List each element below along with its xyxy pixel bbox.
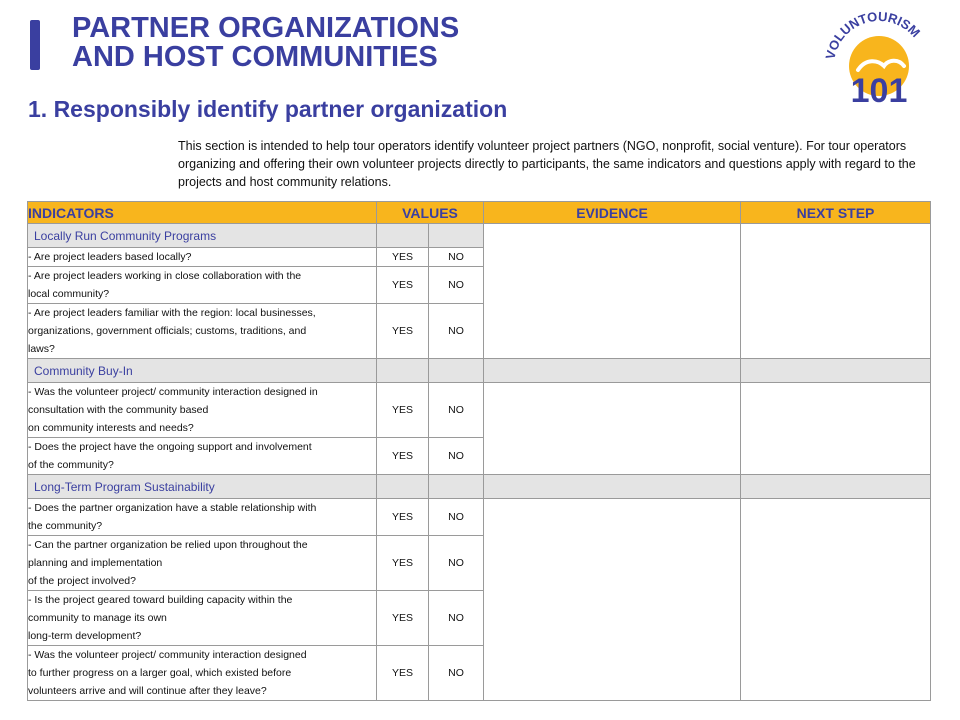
table-header-row	[28, 202, 931, 224]
question-cell	[28, 267, 377, 304]
category-label: Community Buy-In	[28, 359, 377, 383]
question-cell	[28, 304, 377, 359]
question-line: - Are project leaders working in close collaboration with the	[28, 270, 302, 282]
category-values-cell	[377, 359, 429, 383]
category-values-cell	[377, 475, 429, 499]
category-row	[28, 359, 931, 383]
question-cell	[28, 646, 377, 701]
question-line: on community interests and needs?	[28, 422, 194, 434]
category-row	[28, 475, 931, 499]
question-line: to further progress on a larger goal, which existed before	[28, 667, 292, 679]
question-line: - Can the partner organization be relied upon throughout the	[28, 539, 308, 551]
category-evidence-cell	[484, 475, 741, 499]
question-line: consultation with the community based	[28, 404, 209, 416]
indicators-table	[27, 201, 931, 701]
category-values-cell	[377, 224, 429, 248]
category-values-cell	[429, 475, 484, 499]
no-option[interactable]: NO	[429, 646, 484, 701]
no-option[interactable]: NO	[429, 248, 484, 267]
category-row	[28, 224, 931, 248]
no-option[interactable]: NO	[429, 438, 484, 475]
category-evidence-cell	[484, 359, 741, 383]
yes-option[interactable]: YES	[377, 383, 429, 438]
evidence-cell[interactable]	[484, 383, 741, 475]
question-line: community to manage its own	[28, 612, 167, 624]
question-line: - Was the volunteer project/ community interaction designed	[28, 649, 307, 661]
category-label: Locally Run Community Programs	[28, 224, 377, 248]
logo-number: 101	[850, 72, 908, 106]
question-line: organizations, government officials; customs, traditions, and	[28, 325, 307, 337]
question-line: planning and implementation	[28, 557, 163, 569]
evidence-cell[interactable]	[484, 499, 741, 701]
yes-option[interactable]: YES	[377, 267, 429, 304]
header-next-step: NEXT STEP	[741, 202, 931, 224]
next-step-cell[interactable]	[741, 224, 931, 359]
category-next-step-cell	[741, 475, 931, 499]
voluntourism-logo	[818, 8, 940, 106]
yes-option[interactable]: YES	[377, 248, 429, 267]
question-line: the community?	[28, 520, 103, 532]
yes-option[interactable]: YES	[377, 591, 429, 646]
no-option[interactable]: NO	[429, 591, 484, 646]
question-line: - Is the project geared toward building capacity within the	[28, 594, 293, 606]
question-cell	[28, 248, 377, 267]
yes-option[interactable]: YES	[377, 499, 429, 536]
next-step-cell[interactable]	[741, 499, 931, 701]
evidence-cell[interactable]	[484, 224, 741, 359]
question-cell	[28, 383, 377, 438]
header-evidence: EVIDENCE	[484, 202, 741, 224]
category-values-cell	[429, 359, 484, 383]
yes-option[interactable]: YES	[377, 536, 429, 591]
question-line: - Are project leaders based locally?	[28, 251, 192, 263]
no-option[interactable]: NO	[429, 536, 484, 591]
question-line: laws?	[28, 343, 55, 355]
question-cell	[28, 591, 377, 646]
yes-option[interactable]: YES	[377, 438, 429, 475]
question-line: of the community?	[28, 459, 114, 471]
header-indicators: INDICATORS	[28, 202, 377, 224]
table-row	[28, 383, 931, 438]
question-cell	[28, 499, 377, 536]
question-line: long-term development?	[28, 630, 142, 642]
question-cell	[28, 438, 377, 475]
logo-arc-text: VOLUNTOURISM	[822, 8, 924, 61]
no-option[interactable]: NO	[429, 304, 484, 359]
page-title-line-2: AND HOST COMMUNITIES	[72, 41, 438, 73]
no-option[interactable]: NO	[429, 499, 484, 536]
table-row	[28, 499, 931, 536]
question-line: - Does the project have the ongoing support and involvement	[28, 441, 312, 453]
section-heading: 1. Responsibly identify partner organization	[28, 96, 508, 122]
no-option[interactable]: NO	[429, 267, 484, 304]
page-title-line-1: PARTNER ORGANIZATIONS	[72, 12, 460, 44]
category-label: Long-Term Program Sustainability	[28, 475, 377, 499]
next-step-cell[interactable]	[741, 383, 931, 475]
question-line: - Was the volunteer project/ community interaction designed in	[28, 386, 318, 398]
header-values: VALUES	[377, 202, 484, 224]
question-line: - Are project leaders familiar with the region: local businesses,	[28, 307, 316, 319]
page-title	[72, 14, 459, 72]
question-line: - Does the partner organization have a stable relationship with	[28, 502, 317, 514]
question-cell	[28, 536, 377, 591]
yes-option[interactable]: YES	[377, 304, 429, 359]
section-intro: This section is intended to help tour operators identify volunteer project partners (NGO, nonprofit, social venture). For tour operators organizing and offering their own volunteer projects directly to participants, the same indicators and questions apply with regard to the projects and host community relations.	[178, 139, 916, 189]
question-line: volunteers arrive and will continue after they leave?	[28, 685, 267, 697]
question-line: local community?	[28, 288, 110, 300]
category-values-cell	[429, 224, 484, 248]
yes-option[interactable]: YES	[377, 646, 429, 701]
no-option[interactable]: NO	[429, 383, 484, 438]
title-accent-bar	[30, 20, 40, 70]
category-next-step-cell	[741, 359, 931, 383]
question-line: of the project involved?	[28, 575, 136, 587]
